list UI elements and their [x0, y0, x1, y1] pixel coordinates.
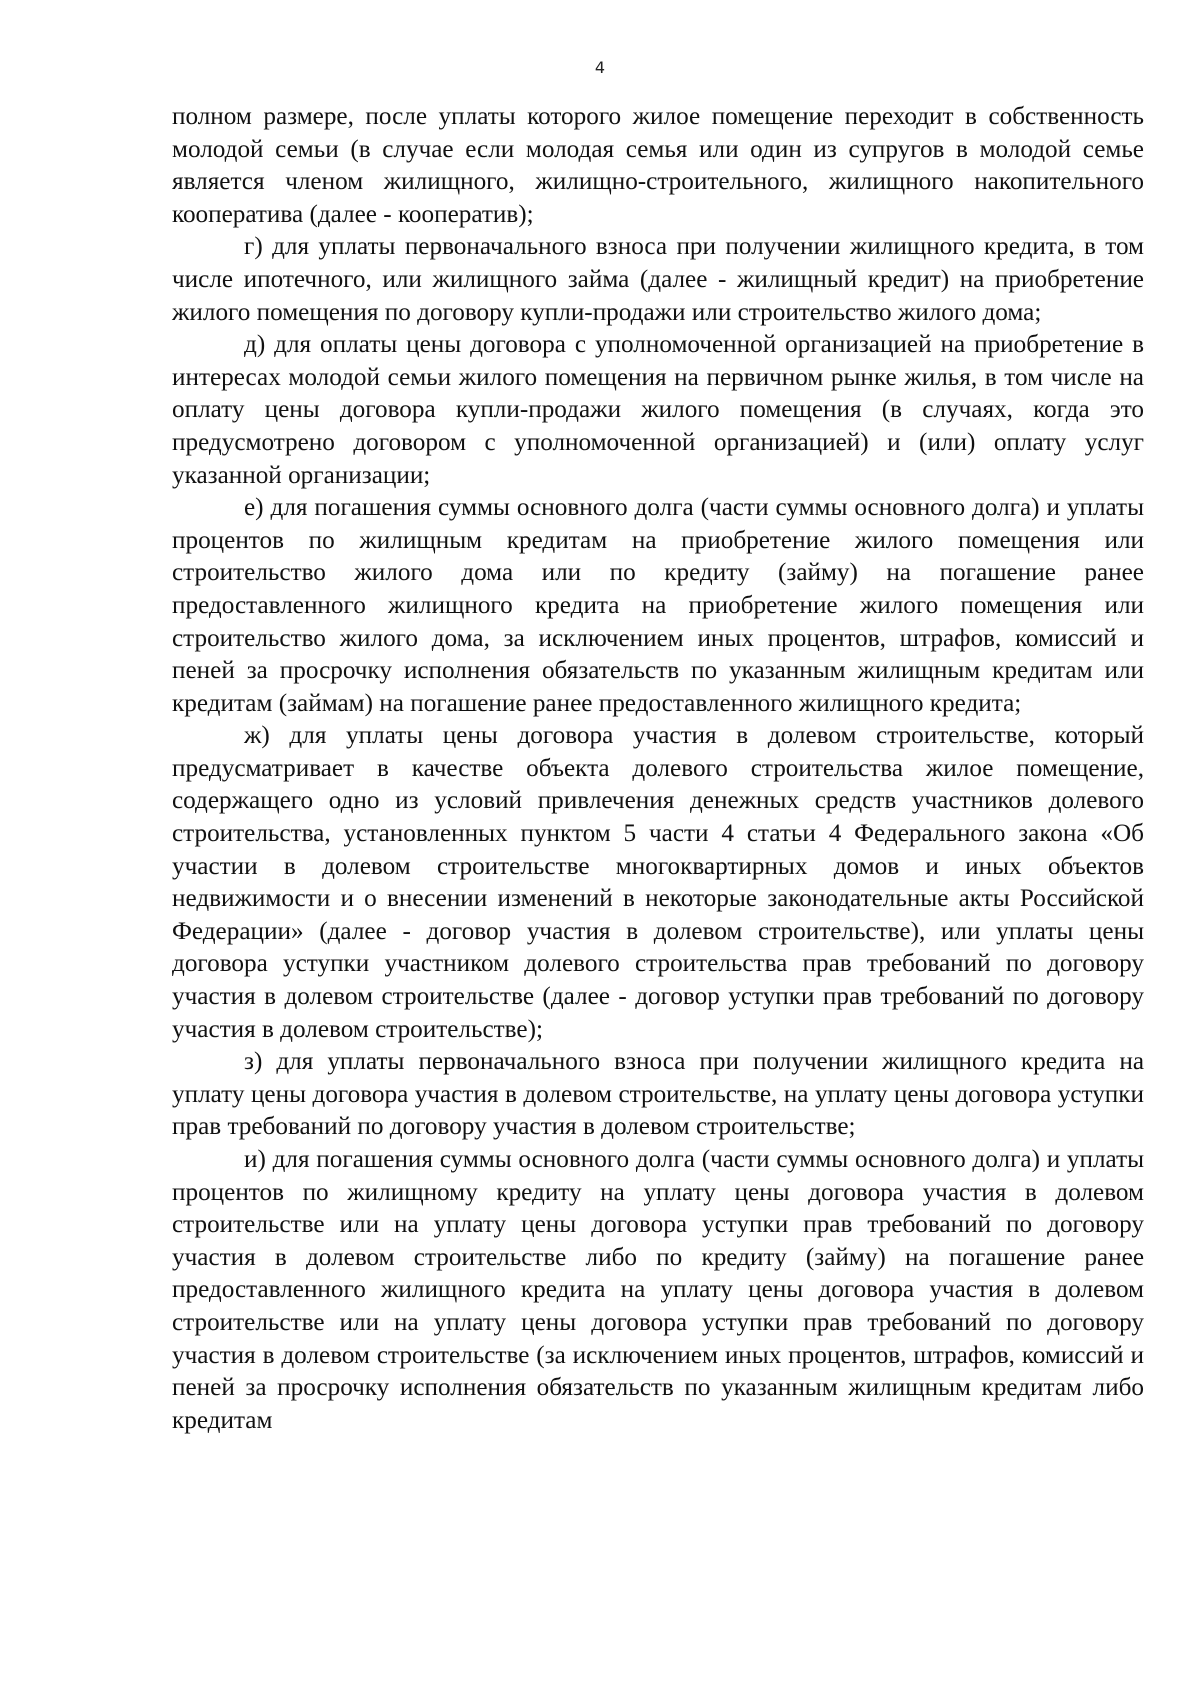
- paragraph-item-d: д) для оплаты цены договора с уполномоченной организацией на приобретение в интересах молодой семьи жилого помещения на первичном рынке жилья, в том числе на оплату цены договора купли-продажи жилого помещения (в случаях, когда это предусмотрено договором с уполномоченной организацией) и (или) оплату услуг указанной организации;: [172, 331, 1144, 489]
- paragraph-item-e: е) для погашения суммы основного долга (части суммы основного долга) и уплаты процентов по жилищным кредитам на приобретение жилого помещения или строительство жилого дома или по кредиту (займу) на погашение ранее предоставленного жилищного кредита на приобретение жилого помещения или строительство жилого дома, за исключением иных процентов, штрафов, комиссий и пеней за просрочку исполнения обязательств по указанным жилищным кредитам или кредитам (займам) на погашение ранее предоставленного жилищного кредита;: [172, 494, 1144, 717]
- document-body: [172, 101, 1144, 1437]
- page-number: 4: [594, 58, 606, 77]
- paragraph-item-g: г) для уплаты первоначального взноса при получении жилищного кредита, в том числе ипотечного, или жилищного займа (далее - жилищный кредит) на приобретение жилого помещения по договору купли-продажи или строительство жилого дома;: [172, 233, 1144, 326]
- paragraph-item-i: и) для погашения суммы основного долга (части суммы основного долга) и уплаты процентов по жилищному кредиту на уплату цены договора участия в долевом строительстве или на уплату цены договора уступки прав требований по договору участия в долевом строительстве либо по кредиту (займу) на погашение ранее предоставленного жилищного кредита на уплату цены договора участия в долевом строительстве или на уплату цены договора уступки прав требований по договору участия в долевом строительстве (за исключением иных процентов, штрафов, комиссий и пеней за просрочку исполнения обязательств по указанным жилищным кредитам либо кредитам: [172, 1146, 1144, 1434]
- paragraph-item-zh: ж) для уплаты цены договора участия в долевом строительстве, который предусматривает в качестве объекта долевого строительства жилое помещение, содержащего одно из условий привлечения денежных средств участников долевого строительства, установленных пунктом 5 части 4 статьи 4 Федерального закона «Об участии в долевом строительстве многоквартирных домов и иных объектов недвижимости и о внесении изменений в некоторые законодательные акты Российской Федерации» (далее - договор участия в долевом строительстве), или уплаты цены договора уступки участником долевого строительства прав требований по договору участия в долевом строительстве (далее - договор уступки прав требований по договору участия в долевом строительстве);: [172, 722, 1144, 1043]
- paragraph-item-z: з) для уплаты первоначального взноса при получении жилищного кредита на уплату цены договора участия в долевом строительстве, на уплату цены договора уступки прав требований по договору участия в долевом строительстве;: [172, 1048, 1144, 1141]
- paragraph-continuation: полном размере, после уплаты которого жилое помещение переходит в собственность молодой семьи (в случае если молодая семья или один из супругов в молодой семье является членом жилищного, жилищно-строительного, жилищного накопительного кооператива (далее - кооператив);: [172, 103, 1144, 228]
